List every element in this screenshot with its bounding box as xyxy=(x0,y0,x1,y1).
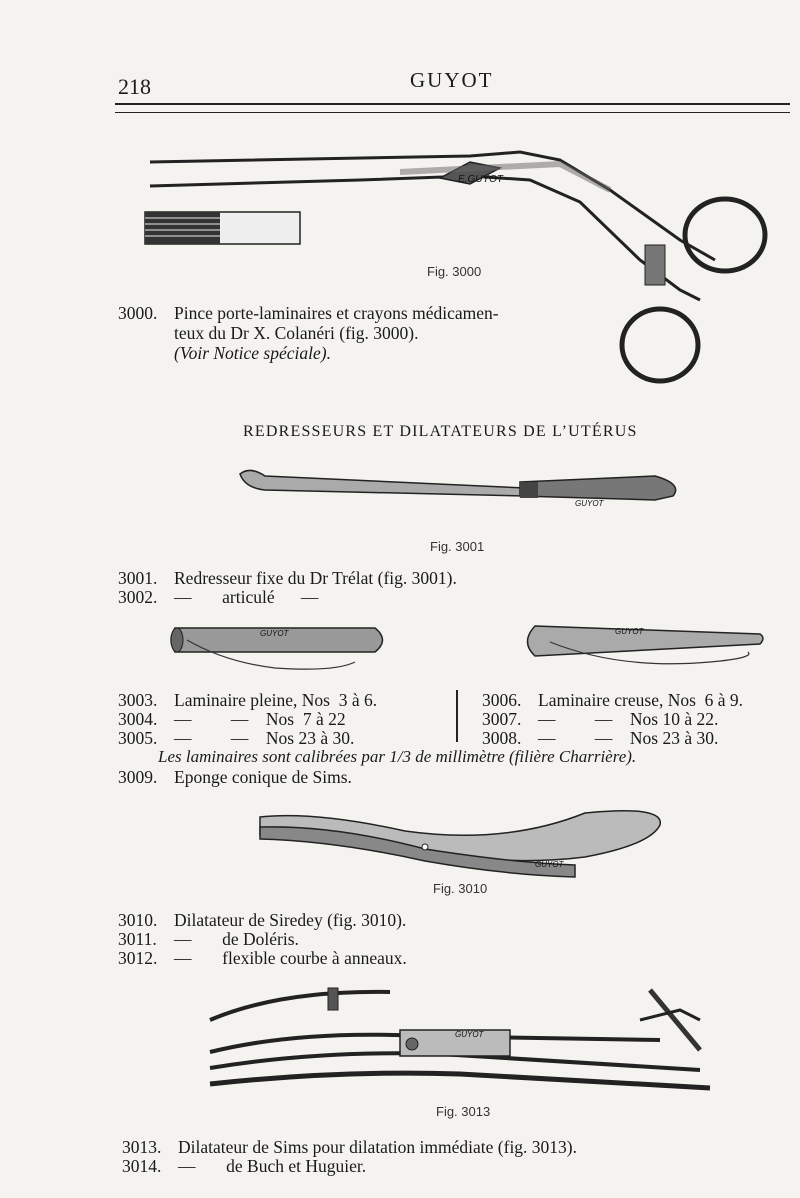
entry-3005: 3005. — — Nos 23 à 30. xyxy=(118,728,355,748)
siredey-dilator-illustration xyxy=(255,805,675,885)
figure-caption: Fig. 3000 xyxy=(427,264,482,279)
figure-caption: Fig. 3010 xyxy=(433,881,488,896)
uterine-redresser-illustration xyxy=(235,462,685,512)
figure-caption: Fig. 3001 xyxy=(430,539,485,554)
entry-3007: 3007. — — Nos 10 à 22. xyxy=(482,709,719,729)
header-rule-thin xyxy=(115,112,790,113)
laminaire-creuse-illustration xyxy=(520,622,770,677)
entry-3012: 3012. — flexible courbe à anneaux. xyxy=(118,948,407,968)
laminaire-pleine-illustration xyxy=(165,622,395,682)
laminaire-detail xyxy=(145,210,305,250)
sims-engraving: GUYOT xyxy=(455,1030,484,1039)
laminaire-creuse-engraving: GUYOT xyxy=(615,627,644,636)
column-divider xyxy=(456,690,458,742)
entry-3013: 3013. Dilatateur de Sims pour dilatation immédiate (fig. 3013). xyxy=(122,1137,578,1157)
running-head: GUYOT xyxy=(410,68,494,92)
entry-3006: 3006. Laminaire creuse, Nos 6 à 9. xyxy=(482,690,744,710)
page-number: 218 xyxy=(118,74,151,99)
entry-3003: 3003. Laminaire pleine, Nos 3 à 6. xyxy=(118,690,378,710)
forceps-engraving: E.GUYOT xyxy=(458,174,504,185)
entry-3000-line2: teux du Dr X. Colanéri (fig. 3000). xyxy=(174,323,419,343)
figure-caption: Fig. 3013 xyxy=(436,1104,491,1119)
sims-dilator-illustration xyxy=(200,980,730,1100)
laminaire-pleine-engraving: GUYOT xyxy=(260,629,289,638)
section-title: REDRESSEURS ET DILATATEURS DE L’UTÉRUS xyxy=(243,423,638,440)
entry-3014: 3014. — de Buch et Huguier. xyxy=(122,1156,367,1176)
siredey-engraving: GUYOT xyxy=(535,860,564,869)
entry-3011: 3011. — de Doléris. xyxy=(118,929,299,949)
entry-3000-note: (Voir Notice spéciale). xyxy=(174,343,331,363)
laminaires-note: Les laminaires sont calibrées par 1/3 de millimètre (filière Charrière). xyxy=(158,747,637,766)
entry-3010: 3010. Dilatateur de Siredey (fig. 3010). xyxy=(118,910,407,930)
header-rule-thick xyxy=(115,103,790,105)
redresser-engraving: GUYOT xyxy=(575,499,604,508)
entry-3009: 3009. Eponge conique de Sims. xyxy=(118,767,352,787)
entry-3008: 3008. — — Nos 23 à 30. xyxy=(482,728,719,748)
entry-3001: 3001. Redresseur fixe du Dr Trélat (fig. 3001). xyxy=(118,568,457,588)
entry-3004: 3004. — — Nos 7 à 22 xyxy=(118,709,346,729)
entry-3002: 3002. — articulé — xyxy=(118,587,319,607)
entry-3000: 3000. Pince porte-laminaires et crayons médicamen- xyxy=(118,303,499,323)
